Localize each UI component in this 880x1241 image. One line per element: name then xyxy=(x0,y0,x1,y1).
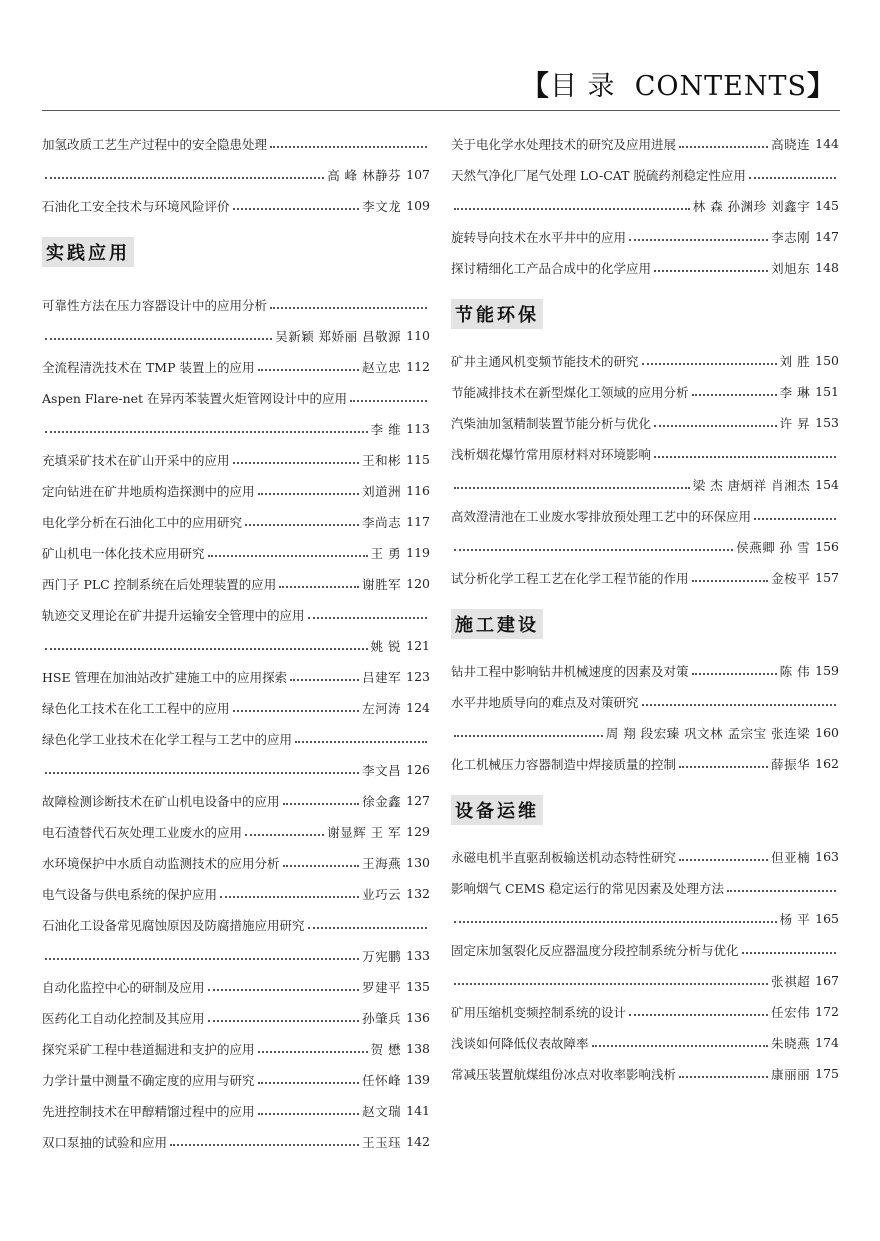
toc-entry-title: 轨迹交叉理论在矿井提升运输安全管理中的应用 xyxy=(42,607,305,623)
toc-entry-page: 156 xyxy=(815,539,839,554)
section-practice-title: 实践应用 xyxy=(42,237,134,267)
toc-entry xyxy=(451,903,839,934)
toc-entry xyxy=(451,934,839,965)
toc-entry-page: 135 xyxy=(406,979,430,994)
dot-leader xyxy=(208,1019,360,1022)
toc-entry xyxy=(42,1095,430,1126)
dot-leader xyxy=(679,765,768,768)
toc-entry-authors: 业巧云 xyxy=(362,886,402,902)
header-title-en: CONTENTS xyxy=(634,71,807,102)
dot-leader xyxy=(629,238,768,241)
dot-leader xyxy=(692,672,777,675)
toc-entry-authors: 赵立忠 xyxy=(362,359,402,375)
toc-entry xyxy=(451,1058,839,1089)
toc-list xyxy=(42,128,430,221)
dot-leader xyxy=(654,455,836,458)
toc-entry-page: 148 xyxy=(815,260,839,275)
toc-entry xyxy=(451,345,839,376)
toc-entry-page: 172 xyxy=(815,1004,839,1019)
toc-entry xyxy=(42,630,430,661)
toc-entry xyxy=(451,841,839,872)
toc-entry-title: 永磁电机半直驱刮板输送机动态特性研究 xyxy=(451,849,677,865)
section-header-block xyxy=(451,779,839,841)
toc-entry-page: 150 xyxy=(815,353,839,368)
toc-entry-authors: 高 峰 林静芬 xyxy=(327,167,402,183)
toc-entry xyxy=(42,785,430,816)
toc-entry-page: 153 xyxy=(815,415,839,430)
dot-leader xyxy=(45,647,368,650)
toc-entry-authors: 谢显辉 王 军 xyxy=(327,824,402,840)
toc-entry-title: 全流程清洗技术在 TMP 装置上的应用 xyxy=(42,359,255,375)
toc-entry-page: 132 xyxy=(406,886,430,901)
toc-entry-authors: 康丽丽 xyxy=(771,1066,811,1082)
toc-entry-authors: 许 昇 xyxy=(779,415,811,431)
section-header-block xyxy=(42,221,430,283)
toc-entry-page: 157 xyxy=(815,570,839,585)
toc-entry-title: 电化学分析在石油化工中的应用研究 xyxy=(42,514,243,530)
dot-leader xyxy=(258,1081,360,1084)
toc-entry-authors: 罗建平 xyxy=(362,979,402,995)
toc-entry-title: 汽柴油加氢精制装置节能分析与优化 xyxy=(451,415,652,431)
toc-entry xyxy=(42,909,430,940)
toc-entry xyxy=(42,692,430,723)
toc-entry-page: 175 xyxy=(815,1066,839,1081)
toc-entry-page: 133 xyxy=(406,948,430,963)
toc-entry xyxy=(42,159,430,190)
toc-entry-authors: 刘 胜 xyxy=(779,353,811,369)
section-header-block xyxy=(451,283,839,345)
toc-entry xyxy=(42,599,430,630)
toc-entry-authors: 赵文瑞 xyxy=(362,1103,402,1119)
dot-leader xyxy=(350,399,427,402)
toc-entry-page: 174 xyxy=(815,1035,839,1050)
toc-entry-page: 160 xyxy=(815,725,839,740)
toc-entry-page: 117 xyxy=(406,514,430,529)
toc-entry-page: 126 xyxy=(406,762,430,777)
toc-entry-page: 144 xyxy=(815,136,839,151)
toc-entry xyxy=(42,1064,430,1095)
toc-entry-page: 138 xyxy=(406,1041,430,1056)
toc-entry-authors: 李文昌 xyxy=(362,762,402,778)
toc-entry-page: 151 xyxy=(815,384,839,399)
toc-entry-authors: 杨 平 xyxy=(779,911,811,927)
toc-entry xyxy=(451,965,839,996)
toc-entry-title: 充填采矿技术在矿山开采中的应用 xyxy=(42,452,230,468)
toc-entry-authors: 张祺超 xyxy=(771,973,811,989)
toc-entry xyxy=(451,376,839,407)
dot-leader xyxy=(283,864,360,867)
toc-entry-authors: 李尚志 xyxy=(362,514,402,530)
toc-entry-authors: 任宏伟 xyxy=(771,1004,811,1020)
toc-entry-title: 医药化工自动化控制及其应用 xyxy=(42,1010,205,1026)
toc-entry-page: 124 xyxy=(406,700,430,715)
toc-entry-page: 136 xyxy=(406,1010,430,1025)
toc-entry xyxy=(451,190,839,221)
toc-entry-page: 139 xyxy=(406,1072,430,1087)
toc-entry-page: 113 xyxy=(406,421,430,436)
toc-entry-page: 130 xyxy=(406,855,430,870)
dot-leader xyxy=(654,424,777,427)
toc-entry-title: 先进控制技术在甲醇精馏过程中的应用 xyxy=(42,1103,255,1119)
dot-leader xyxy=(45,337,272,340)
toc-entry xyxy=(42,878,430,909)
toc-entry-title: 浅谈如何降低仪表故障率 xyxy=(451,1035,589,1051)
toc-entry xyxy=(42,537,430,568)
toc-entry xyxy=(451,655,839,686)
toc-entry xyxy=(42,289,430,320)
dot-leader xyxy=(45,771,359,774)
toc-entry-page: 159 xyxy=(815,663,839,678)
toc-entry-authors: 徐金鑫 xyxy=(362,793,402,809)
dot-leader xyxy=(679,145,768,148)
toc-list xyxy=(451,655,839,779)
toc-entry-title: 节能减排技术在新型煤化工领域的应用分析 xyxy=(451,384,689,400)
contents-header xyxy=(521,64,836,104)
toc-entry xyxy=(42,1126,430,1157)
dot-leader xyxy=(283,802,360,805)
dot-leader xyxy=(258,492,360,495)
dot-leader xyxy=(295,740,427,743)
dot-leader xyxy=(45,957,359,960)
toc-entry-authors: 吴新颖 郑娇丽 昌敬源 xyxy=(275,328,402,344)
toc-entry-authors: 王海燕 xyxy=(362,855,402,871)
right-column xyxy=(451,128,839,1089)
toc-entry-title: 矿用压缩机变频控制系统的设计 xyxy=(451,1004,627,1020)
section-construction-title: 施工建设 xyxy=(451,609,543,639)
toc-entry-title: 西门子 PLC 控制系统在后处理装置的应用 xyxy=(42,576,277,592)
toc-list xyxy=(451,841,839,1089)
toc-entry-authors: 吕建军 xyxy=(362,669,402,685)
toc-entry xyxy=(451,686,839,717)
toc-entry-authors: 侯燕卿 孙 雪 xyxy=(736,539,811,555)
toc-entry-page: 129 xyxy=(406,824,430,839)
toc-entry-title: Aspen Flare-net 在异丙苯装置火炬管网设计中的应用 xyxy=(42,390,348,406)
dot-leader xyxy=(45,176,324,179)
toc-entry-authors: 王玉珏 xyxy=(362,1134,402,1150)
toc-entry xyxy=(42,1033,430,1064)
toc-entry-page: 109 xyxy=(406,198,430,213)
dot-leader xyxy=(45,430,368,433)
toc-entry xyxy=(42,506,430,537)
dot-leader xyxy=(642,703,836,706)
toc-entry-title: 电石渣替代石灰处理工业废水的应用 xyxy=(42,824,243,840)
toc-entry-title: 矿山机电一体化技术应用研究 xyxy=(42,545,205,561)
dot-leader xyxy=(454,982,768,985)
toc-entry-authors: 姚 锐 xyxy=(370,638,402,654)
header-divider xyxy=(42,110,840,111)
toc-entry-title: 加氢改质工艺生产过程中的安全隐患处理 xyxy=(42,136,268,152)
toc-entry-authors: 左河涛 xyxy=(362,700,402,716)
dot-leader xyxy=(692,579,769,582)
toc-list xyxy=(42,289,430,1157)
toc-entry-page: 121 xyxy=(406,638,430,653)
dot-leader xyxy=(258,1050,368,1053)
toc-entry-title: 双口泵抽的试验和应用 xyxy=(42,1134,168,1150)
toc-entry-page: 115 xyxy=(406,452,430,467)
toc-entry xyxy=(42,320,430,351)
toc-entry-title: 浅析烟花爆竹常用原材料对环境影响 xyxy=(451,446,652,462)
dot-leader xyxy=(233,709,360,712)
toc-entry-authors: 梁 杰 唐炳祥 肖湘杰 xyxy=(692,477,811,493)
dot-leader xyxy=(629,1013,768,1016)
toc-entry xyxy=(42,128,430,159)
dot-leader xyxy=(220,895,359,898)
toc-entry-authors: 孙肇兵 xyxy=(362,1010,402,1026)
toc-entry-title: 矿井主通风机变频节能技术的研究 xyxy=(451,353,639,369)
left-column xyxy=(42,128,430,1157)
toc-entry xyxy=(42,413,430,444)
toc-entry-page: 147 xyxy=(815,229,839,244)
dot-leader xyxy=(454,920,777,923)
dot-leader xyxy=(454,207,690,210)
toc-entry-page: 107 xyxy=(406,167,430,182)
dot-leader xyxy=(454,548,733,551)
toc-list xyxy=(451,345,839,593)
dot-leader xyxy=(654,269,768,272)
toc-entry-authors: 朱晓燕 xyxy=(771,1035,811,1051)
toc-entry-title: 定向钻进在矿井地质构造探测中的应用 xyxy=(42,483,255,499)
toc-entry-authors: 高晓连 xyxy=(771,136,811,152)
dot-leader xyxy=(208,988,360,991)
toc-entry-authors: 谢胜军 xyxy=(362,576,402,592)
toc-entry xyxy=(451,1027,839,1058)
toc-entry-page: 142 xyxy=(406,1134,430,1149)
toc-entry-page: 141 xyxy=(406,1103,430,1118)
toc-entry xyxy=(42,816,430,847)
toc-entry xyxy=(42,351,430,382)
toc-entry-title: 钻井工程中影响钻井机械速度的因素及对策 xyxy=(451,663,689,679)
toc-entry-authors: 刘旭东 xyxy=(771,260,811,276)
toc-entry-title: 水环境保护中水质自动监测技术的应用分析 xyxy=(42,855,280,871)
toc-entry-page: 116 xyxy=(406,483,430,498)
dot-leader xyxy=(270,306,427,309)
toc-entry-title: 高效澄清池在工业废水零排放预处理工艺中的环保应用 xyxy=(451,508,752,524)
toc-entry-authors: 王和彬 xyxy=(362,452,402,468)
toc-entry-authors: 李 琳 xyxy=(779,384,811,400)
toc-entry-authors: 王 勇 xyxy=(370,545,402,561)
header-bracket-open: 【 xyxy=(520,69,550,102)
toc-entry-authors: 贺 懋 xyxy=(370,1041,402,1057)
toc-entry-title: 天然气净化厂尾气处理 LO-CAT 脱硫药剂稳定性应用 xyxy=(451,167,746,183)
toc-entry xyxy=(451,531,839,562)
toc-entry-authors: 李志刚 xyxy=(771,229,811,245)
toc-entry-title: 电气设备与供电系统的保护应用 xyxy=(42,886,218,902)
toc-entry-page: 120 xyxy=(406,576,430,591)
dot-leader xyxy=(170,1143,359,1146)
toc-entry-title: 石油化工设备常见腐蚀原因及防腐措施应用研究 xyxy=(42,917,305,933)
toc-entry-authors: 周 翔 段宏臻 巩文林 孟宗宝 张连梁 xyxy=(605,725,811,741)
toc-entry-page: 112 xyxy=(406,359,430,374)
dot-leader xyxy=(749,176,836,179)
dot-leader xyxy=(258,1112,360,1115)
toc-entry-authors: 任怀峰 xyxy=(362,1072,402,1088)
dot-leader xyxy=(692,393,777,396)
toc-entry-title: 自动化监控中心的研制及应用 xyxy=(42,979,205,995)
toc-entry-authors: 薛振华 xyxy=(771,756,811,772)
toc-entry-title: 探究采矿工程中巷道掘进和支护的应用 xyxy=(42,1041,255,1057)
dot-leader xyxy=(308,926,427,929)
toc-entry-title: 力学计量中测量不确定度的应用与研究 xyxy=(42,1072,255,1088)
header-bracket-close: 】 xyxy=(806,69,836,102)
toc-entry-page: 162 xyxy=(815,756,839,771)
toc-entry xyxy=(451,500,839,531)
dot-leader xyxy=(642,362,777,365)
toc-entry-title: 化工机械压力容器制造中焊接质量的控制 xyxy=(451,756,677,772)
dot-leader xyxy=(245,523,359,526)
toc-entry-title: 探讨精细化工产品合成中的化学应用 xyxy=(451,260,652,276)
toc-entry-page: 154 xyxy=(815,477,839,492)
toc-entry xyxy=(42,847,430,878)
toc-list xyxy=(451,128,839,283)
toc-entry xyxy=(42,971,430,1002)
toc-entry-title: 石油化工安全技术与环境风险评价 xyxy=(42,198,230,214)
dot-leader xyxy=(258,368,360,371)
toc-entry-authors: 万宪鹏 xyxy=(362,948,402,964)
toc-entry-title: 常减压装置航煤组份冰点对收率影响浅析 xyxy=(451,1066,677,1082)
dot-leader xyxy=(233,461,360,464)
toc-entry xyxy=(451,562,839,593)
toc-entry xyxy=(42,754,430,785)
toc-entry-authors: 李文龙 xyxy=(362,198,402,214)
dot-leader xyxy=(454,734,603,737)
toc-entry-page: 167 xyxy=(815,973,839,988)
dot-leader xyxy=(290,678,359,681)
toc-entry-page: 145 xyxy=(815,198,839,213)
dot-leader xyxy=(454,486,690,489)
toc-entry-title: 影响烟气 CEMS 稳定运行的常见因素及处理方法 xyxy=(451,880,724,896)
toc-entry xyxy=(42,568,430,599)
toc-entry-title: 关于电化学水处理技术的研究及应用进展 xyxy=(451,136,677,152)
toc-entry xyxy=(451,128,839,159)
toc-entry xyxy=(42,190,430,221)
toc-entry-title: 绿色化工技术在化工工程中的应用 xyxy=(42,700,230,716)
toc-entry xyxy=(451,252,839,283)
toc-entry-authors: 金桉平 xyxy=(771,570,811,586)
toc-entry xyxy=(451,438,839,469)
toc-entry-page: 110 xyxy=(406,328,430,343)
dot-leader xyxy=(245,833,324,836)
toc-entry xyxy=(42,444,430,475)
toc-entry-title: 水平井地质导向的难点及对策研究 xyxy=(451,694,639,710)
toc-entry xyxy=(451,717,839,748)
dot-leader xyxy=(208,554,368,557)
toc-entry-page: 165 xyxy=(815,911,839,926)
toc-entry xyxy=(451,469,839,500)
toc-entry-title: 故障检测诊断技术在矿山机电设备中的应用 xyxy=(42,793,280,809)
toc-entry xyxy=(451,221,839,252)
toc-entry-authors: 林 森 孙渊珍 刘鑫宇 xyxy=(692,198,811,214)
dot-leader xyxy=(279,585,359,588)
toc-entry xyxy=(451,748,839,779)
toc-entry xyxy=(451,407,839,438)
dot-leader xyxy=(679,858,768,861)
dot-leader xyxy=(679,1075,768,1078)
toc-entry xyxy=(42,382,430,413)
toc-entry-authors: 李 维 xyxy=(370,421,402,437)
dot-leader xyxy=(308,616,427,619)
toc-entry xyxy=(451,996,839,1027)
toc-entry xyxy=(451,159,839,190)
dot-leader xyxy=(270,145,427,148)
section-energy-title: 节能环保 xyxy=(451,299,543,329)
header-title-cn: 目 录 xyxy=(549,71,616,102)
dot-leader xyxy=(233,207,360,210)
toc-entry-title: 试分析化学工程工艺在化学工程节能的作用 xyxy=(451,570,689,586)
dot-leader xyxy=(592,1044,769,1047)
dot-leader xyxy=(742,951,836,954)
toc-entry-authors: 陈 伟 xyxy=(779,663,811,679)
toc-entry-title: 绿色化学工业技术在化学工程与工艺中的应用 xyxy=(42,731,293,747)
toc-entry xyxy=(42,475,430,506)
toc-entry-authors: 刘道洲 xyxy=(362,483,402,499)
section-equipment-title: 设备运维 xyxy=(451,795,543,825)
toc-entry-title: 旋转导向技术在水平井中的应用 xyxy=(451,229,627,245)
toc-entry xyxy=(42,723,430,754)
toc-entry xyxy=(451,872,839,903)
toc-entry-title: 可靠性方法在压力容器设计中的应用分析 xyxy=(42,297,268,313)
toc-entry-page: 119 xyxy=(406,545,430,560)
toc-entry-title: HSE 管理在加油站改扩建施工中的应用探索 xyxy=(42,669,288,685)
toc-entry-page: 127 xyxy=(406,793,430,808)
dot-leader xyxy=(727,889,836,892)
toc-entry-page: 163 xyxy=(815,849,839,864)
toc-entry xyxy=(42,661,430,692)
toc-entry xyxy=(42,940,430,971)
section-header-block xyxy=(451,593,839,655)
toc-entry-authors: 但亚楠 xyxy=(771,849,811,865)
toc-entry-title: 固定床加氢裂化反应器温度分段控制系统分析与优化 xyxy=(451,942,739,958)
toc-entry-page: 123 xyxy=(406,669,430,684)
dot-leader xyxy=(754,517,836,520)
toc-entry xyxy=(42,1002,430,1033)
